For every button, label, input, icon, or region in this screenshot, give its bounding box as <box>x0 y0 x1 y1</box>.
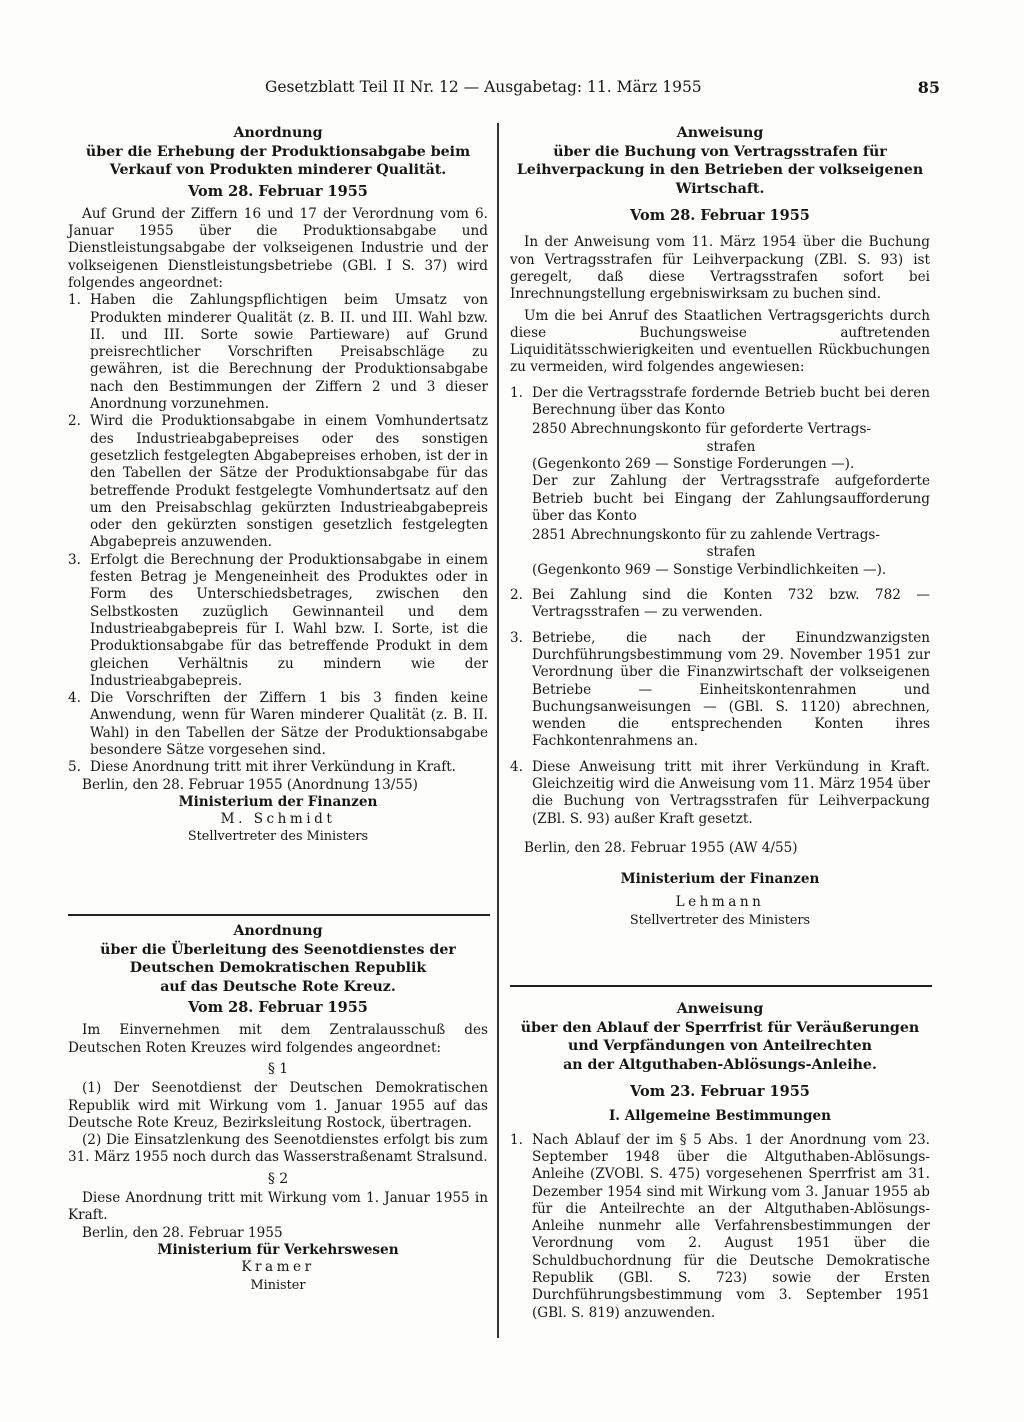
instruction-items <box>510 1132 930 1322</box>
signer-name: Lehmann <box>675 894 765 911</box>
place-date: Berlin, den 28. Februar 1955 (AW 4/55) <box>524 839 798 856</box>
list-item: 1. Haben die Zahlungspflichtigen beim Umsatz von Produkten minderer Qualität (z. B. II. und III. Wahl bzw. II. und III. Sorte sowie Partieware) auf Grund preisrechtlicher Vorschriften Preisabschläge zu gewähren, ist die Berechnung der Produktionsabgabe nach den Bestimmungen der Ziffern 2 und 3 dieser Anordnung vorzunehmen. <box>68 292 488 413</box>
instruction-blocking-period <box>510 1000 930 1322</box>
list-item: 2. Bei Zahlung sind die Konten 732 bzw. 782 — Vertragsstrafen — zu verwenden. <box>510 587 930 621</box>
list-item: 4. Diese Anweisung tritt mit ihrer Verkündung in Kraft. Gleichzeitig wird die Anweisung vom 11. März 1954 über die Buchung von Vertragsstrafen für Leihverpackung (ZBl. S. 93) außer Kraft gesetzt. <box>510 758 930 827</box>
instruction-title: Anweisung über den Ablauf der Sperrfrist für Veräußerungen und Verpfändungen von Anteilrechten an der Altguthaben-Ablösungs-Anleihe. <box>520 1001 920 1073</box>
decree-date: Vom 28. Februar 1955 <box>188 182 368 200</box>
paragraph: Um die bei Anruf des Staatlichen Vertragsgerichts durch diese Buchungsweise auftretenden Liquiditätsschwierigkeiten und eventuellen Rückbuchungen zu vermeiden, wird folgendes angewiesen: <box>510 307 930 376</box>
section-mark: § 1 <box>267 1060 289 1077</box>
running-header <box>60 78 940 102</box>
decree-items <box>68 292 488 776</box>
ministry-name: Ministerium der Finanzen <box>620 871 820 888</box>
decree-date: Vom 28. Februar 1955 <box>188 999 368 1017</box>
header-title: Gesetzblatt Teil II Nr. 12 — Ausgabetag: 11. März 1955 <box>265 78 702 96</box>
page-number: 85 <box>917 78 940 97</box>
place-date: Berlin, den 28. Februar 1955 (Anordnung 13/55) <box>82 776 418 793</box>
section-divider <box>68 914 490 916</box>
list-item: 5. Diese Anordnung tritt mit ihrer Verkündung in Kraft. <box>68 759 457 776</box>
ministry-name: Ministerium der Finanzen <box>178 793 378 810</box>
decree-production-levy <box>68 124 488 846</box>
list-item: 4. Die Vorschriften der Ziffern 1 bis 3 finden keine Anwendung, wenn für Waren minderer Qualität (z. B. II. Wahl) in den Tabellen der Sätze der Produktionsabgabe besondere Sätze vorgesehen sind. <box>68 690 488 758</box>
right-column-lower <box>510 1000 930 1322</box>
decree-title: Anordnung über die Erhebung der Produktionsabgabe beim Verkauf von Produkten minderer Qualität. <box>85 125 471 179</box>
decree-sea-rescue <box>68 922 488 1294</box>
paragraph: Diese Anordnung tritt mit Wirkung vom 1. Januar 1955 in Kraft. <box>68 1190 488 1224</box>
account-entry: 2851 Abrechnungskonto für zu zahlende Vertrags- strafen (Gegenkonto 969 — Sonstige Verbindlichkeiten —). <box>532 527 887 578</box>
right-column <box>510 124 930 929</box>
paragraph: In der Anweisung vom 11. März 1954 über die Buchung von Vertragsstrafen für Leihverpackung (ZBl. S. 93) ist geregelt, daß diese Vertragsstrafen sofort bei Inrechnungstellung ergebniswirksam zu buchen sind. <box>510 234 930 303</box>
section-divider <box>510 985 932 987</box>
instruction-title: Anweisung über die Buchung von Vertragsstrafen für Leihverpackung in den Betrieben der volkseigenen Wirtschaft. <box>516 125 924 197</box>
paragraph: (1) Der Seenotdienst der Deutschen Demokratischen Republik wird mit Wirkung vom 1. Januar 1955 auf das Deutsche Rote Kreuz, Bezirksleitung Rostock, übertragen. <box>68 1080 488 1131</box>
left-column <box>68 124 488 846</box>
section-heading: I. Allgemeine Bestimmungen <box>608 1108 832 1125</box>
decree-intro: Auf Grund der Ziffern 16 und 17 der Verordnung vom 6. Januar 1955 über die Produktionsabgabe und Dienstleistungsabgabe der volkseigenen Industrie und der volkseigenen Dienstleistungsbetriebe (GBl. I S. 37) wird folgendes angeordnet: <box>68 205 488 291</box>
instruction-date: Vom 28. Februar 1955 <box>630 207 810 225</box>
signer-name: M. Schmidt <box>220 811 336 828</box>
ministry-name: Ministerium für Verkehrswesen <box>157 1241 399 1258</box>
left-column-lower <box>68 922 488 1294</box>
signer-role: Stellvertreter des Ministers <box>629 912 811 928</box>
instruction-items <box>510 385 930 828</box>
list-item: 3. Erfolgt die Berechnung der Produktionsabgabe in einem festen Betrag je Mengeneinheit des Produktes oder in Form des Unterschiedsbetrages, zwischen den Selbstkosten zuzüglich Gewinnanteil und dem Industrieabgabepreis für I. Wahl bzw. I. Sorte, ist die Produktionsabgabe für das betreffende Produkt in dem gleichen Verhältnis zu mindern wie der Industrieabgabepreis. <box>68 551 488 689</box>
list-item: 1. Nach Ablauf der im § 5 Abs. 1 der Anordnung vom 23. September 1948 über die Altguthaben-Ablösungs-Anleihe (ZVOBl. S. 475) vorgesehenen Sperrfrist am 31. Dezember 1954 sind mit Wirkung vom 3. Januar 1955 ab für die Anteilrechte an der Altguthaben-Ablösungs-Anleihe nunmehr alle Verfahrensbestimmungen der Verordnung vom 2. August 1951 über die Schuldbuchordnung für die Deutsche Demokratische Republik (GBl. S. 723) sowie der Ersten Durchführungsbestimmung vom 3. September 1951 (GBl. S. 819) anzuwenden. <box>510 1131 930 1321</box>
decree-intro: Im Einvernehmen mit dem Zentralausschuß des Deutschen Roten Kreuzes wird folgendes angeordnet: <box>68 1022 488 1056</box>
list-item: 2. Wird die Produktionsabgabe in einem Vomhundertsatz des Industrieabgabepreises oder des sonstigen gesetzlich festgelegten Abgabepreises erhoben, ist der in den Tabellen der Sätze der Produktionsabgabe für das betreffende Produkt festgelegte Vomhundertsatz auf den um den Preisabschlag gekürzten Industrieabgabepreis oder den gekürzten sonstigen gesetzlich festgelegten Abgabepreis anzuwenden. <box>68 413 488 551</box>
signer-role: Minister <box>250 1277 306 1293</box>
instruction-date: Vom 23. Februar 1955 <box>630 1083 810 1101</box>
list-item: 1. Der die Vertragsstrafe fordernde Betrieb bucht bei deren Berechnung über das Konto 2850 Abrechnungskonto für geforderte Vertrags- strafen (Gegenkonto 269 — Sonstige Forderungen —). Der zur Zahlung der Vertragsstrafe aufgeforderte Betrieb bucht bei Eingang der Zahlungsaufforderung über das Konto 2851 Abrechnungskonto für zu zahlende Vertrags- strafen (Gegenkonto 969 — Sonstige Verbindlichkeiten —). <box>510 384 930 578</box>
signer-name: Kramer <box>241 1259 315 1276</box>
list-item: 3. Betriebe, die nach der Einundzwanzigsten Durchführungsbestimmung vom 29. November 1951 zur Verordnung über die Finanzwirtschaft der volkseigenen Betriebe — Einheitskontenrahmen und Buchungsanweisungen — (GBl. S. 1120) abrechnen, wenden die entsprechenden Konten ihres Fachkontenrahmens an. <box>510 629 930 750</box>
instruction-penalties <box>510 124 930 929</box>
decree-title: Anordnung über die Überleitung des Seenotdienstes der Deutschen Demokratischen Republik auf das Deutsche Rote Kreuz. <box>100 923 456 995</box>
column-divider <box>497 123 499 1338</box>
account-entry: 2850 Abrechnungskonto für geforderte Vertrags- strafen (Gegenkonto 269 — Sonstige Forderungen —). <box>532 421 872 472</box>
signer-role: Stellvertreter des Ministers <box>187 829 369 845</box>
section-mark: § 2 <box>267 1170 289 1187</box>
place-date: Berlin, den 28. Februar 1955 <box>82 1224 283 1241</box>
paragraph: (2) Die Einsatzlenkung des Seenotdienstes erfolgt bis zum 31. März 1955 noch durch das Wasserstraßenamt Stralsund. <box>68 1132 488 1166</box>
